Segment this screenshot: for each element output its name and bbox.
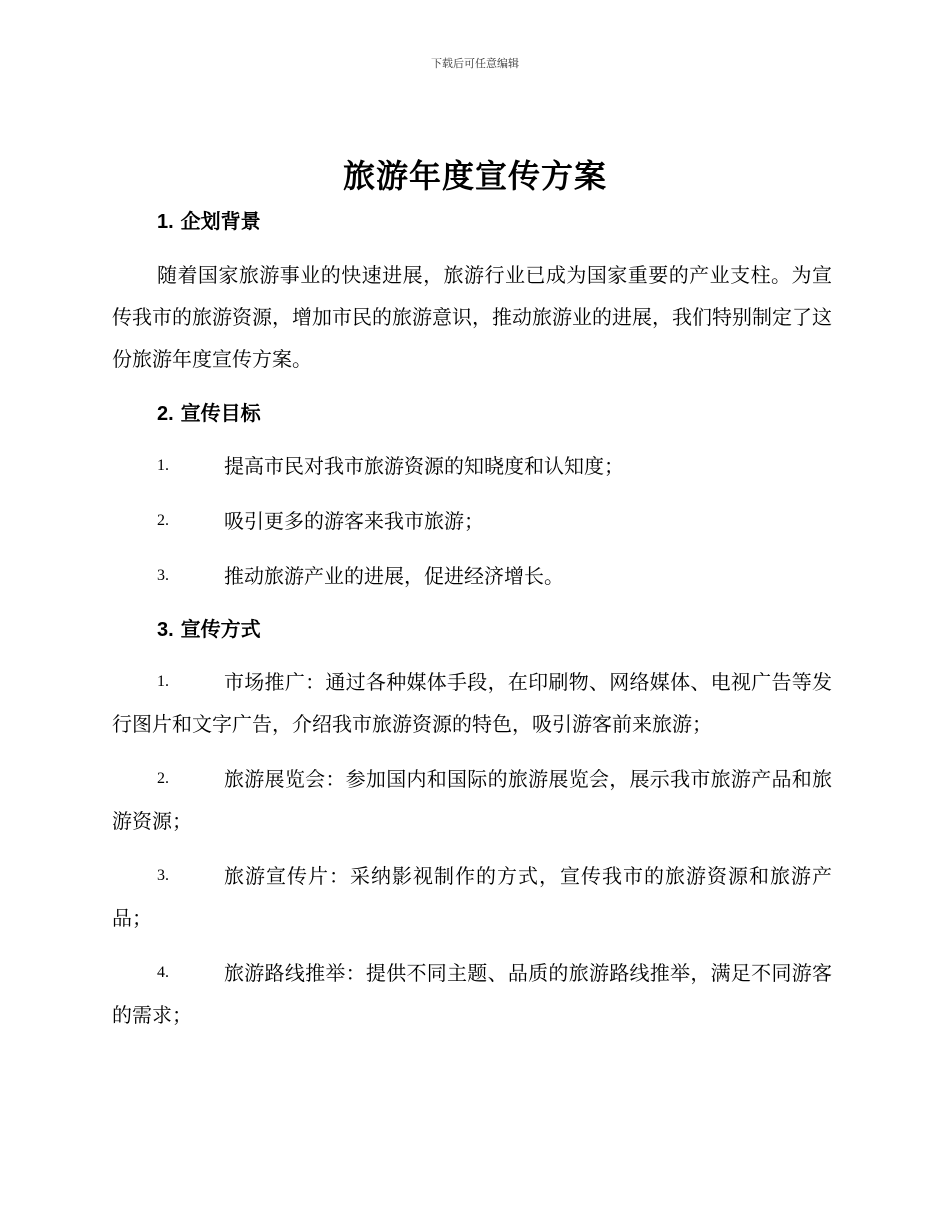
- method-text: 旅游展览会：参加国内和国际的旅游展览会，展示我市旅游产品和旅游资源；: [112, 767, 832, 833]
- goal-text: 提高市民对我市旅游资源的知晓度和认知度；: [224, 454, 624, 478]
- section-title: 企划背景: [180, 209, 261, 233]
- section-heading-goals: [112, 394, 832, 432]
- list-marker: 2.: [157, 512, 169, 529]
- document-title: 旅游年度宣传方案: [342, 157, 607, 195]
- goal-item: [112, 500, 832, 542]
- section-heading-methods: [112, 610, 832, 648]
- list-marker: 4.: [157, 964, 169, 981]
- method-item: [112, 952, 832, 1036]
- goal-item: [112, 555, 832, 597]
- goal-text: 推动旅游产业的进展，促进经济增长。: [224, 564, 564, 588]
- list-marker: 1.: [157, 457, 169, 474]
- method-text: 市场推广：通过各种媒体手段，在印刷物、网络媒体、电视广告等发行图片和文字广告，介绍我市旅游资源的特色，吸引游客前来旅游；: [112, 670, 832, 736]
- list-marker: 2.: [157, 770, 169, 787]
- section-number: 3.: [157, 619, 174, 641]
- section-heading-background: [112, 202, 832, 240]
- method-item: [112, 855, 832, 939]
- background-paragraph: 随着国家旅游事业的快速进展，旅游行业已成为国家重要的产业支柱。为宣传我市的旅游资源，增加市民的旅游意识，推动旅游业的进展，我们特别制定了这份旅游年度宣传方案。: [112, 263, 832, 371]
- list-marker: 3.: [157, 567, 169, 584]
- method-text: 旅游宣传片：采纳影视制作的方式，宣传我市的旅游资源和旅游产品；: [112, 864, 832, 930]
- section-number: 2.: [157, 403, 174, 425]
- document-body: [112, 202, 832, 1036]
- list-marker: 1.: [157, 673, 169, 690]
- goal-text: 吸引更多的游客来我市旅游；: [224, 509, 484, 533]
- goal-item: [112, 445, 832, 487]
- list-marker: 3.: [157, 867, 169, 884]
- method-item: [112, 758, 832, 842]
- section-title: 宣传目标: [180, 401, 261, 425]
- page-header: 下载后可任意编辑: [431, 57, 519, 70]
- method-item: [112, 661, 832, 745]
- section-title: 宣传方式: [180, 617, 261, 641]
- section-number: 1.: [157, 211, 174, 233]
- method-text: 旅游路线推举：提供不同主题、品质的旅游路线推举，满足不同游客的需求；: [112, 961, 832, 1027]
